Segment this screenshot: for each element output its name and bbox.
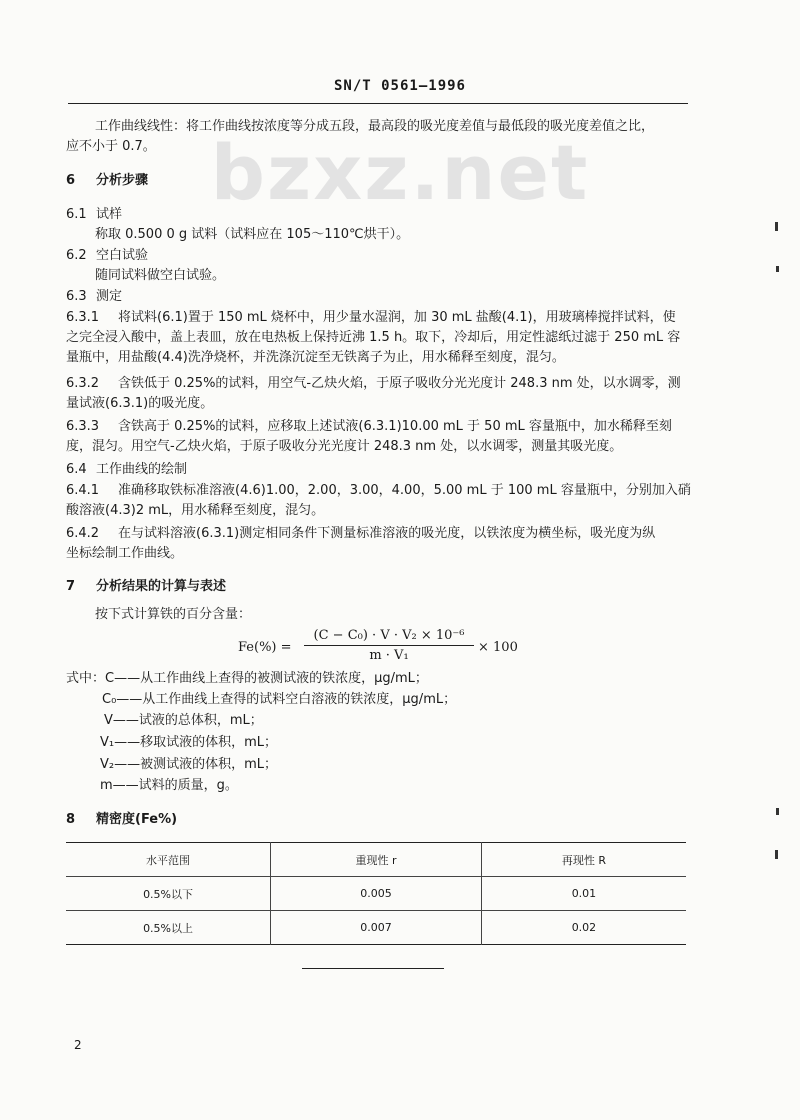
clause-6-3-3-line-2: 度，混匀。用空气-乙炔火焰，于原子吸收分光光度计 248.3 nm 处，以水调零，测量其吸光度。 (66, 439, 623, 454)
section-7-heading (66, 578, 226, 596)
clause-6-3-2-line-2: 量试液(6.3.1)的吸光度。 (66, 396, 214, 411)
clause-6-3-1-line-2: 之完全浸入酸中，盖上表皿，放在电热板上保持近沸 1.5 h。取下，冷却后，用定性滤纸过滤于 250 mL 容 (66, 330, 681, 345)
clause-6-4-2-line-1 (66, 525, 655, 543)
column-header: 重现性 r (271, 843, 482, 877)
clause-number: 6.2 (66, 248, 87, 263)
clause-title: 试样 (96, 207, 123, 222)
clause-text: 含铁高于 0.25%的试料，应移取上述试液(6.3.1)10.00 mL 于 50 mL 容量瓶中，加水稀释至刻 (118, 419, 672, 434)
clause-6-4-1-line-2: 酸溶液(4.3)2 mL，用水稀释至刻度，混匀。 (66, 503, 325, 518)
standard-number-header: SN/T 0561—1996 (333, 78, 466, 94)
clause-number: 6.1 (66, 207, 87, 222)
table-row (66, 911, 686, 945)
clause-6-2-heading (66, 247, 148, 265)
scan-mark (776, 266, 779, 272)
clause-number: 6.4.1 (66, 483, 100, 498)
where-item: C——从工作曲线上查得的被测试液的铁浓度，μg/mL； (105, 671, 428, 686)
where-item: V₂——被测试液的体积，mL； (100, 757, 278, 772)
formula-lhs: Fe(%) = (238, 640, 292, 655)
section-6-heading (66, 172, 148, 190)
column-header: 再现性 R (481, 843, 686, 877)
table-cell: 0.5%以下 (143, 887, 194, 901)
clause-number: 6.3.3 (66, 419, 100, 434)
where-item: V——试液的总体积，mL； (104, 713, 263, 728)
table-cell: 0.02 (481, 911, 686, 945)
clause-6-1-body: 称取 0.500 0 g 试料（试料应在 105～110℃烘干）。 (95, 227, 410, 242)
watermark: bzxz.net (210, 128, 590, 217)
formula-denominator: m · V₁ (369, 648, 409, 663)
section-number: 6 (66, 173, 76, 188)
table-cell: 0.01 (481, 877, 686, 911)
calc-intro: 按下式计算铁的百分含量： (95, 607, 252, 622)
clause-6-3-1-line-3: 量瓶中，用盐酸(4.4)洗净烧杯，并洗涤沉淀至无铁离子为止，用水稀释至刻度，混匀。 (66, 350, 565, 365)
column-header: 水平范围 (146, 853, 191, 867)
where-label: 式中： (66, 671, 106, 686)
clause-6-4-1-line-1 (66, 482, 691, 500)
end-rule (302, 968, 444, 969)
clause-6-4-2-line-2: 坐标绘制工作曲线。 (66, 546, 184, 561)
clause-title: 工作曲线的绘制 (96, 462, 188, 477)
section-8-heading (66, 811, 177, 829)
where-lead (66, 670, 428, 688)
clause-6-2-body: 随同试料做空白试验。 (95, 268, 226, 283)
page-number: 2 (74, 1038, 82, 1052)
table-cell: 0.5%以上 (143, 921, 194, 935)
clause-text: 准确移取铁标准溶液(4.6)1.00，2.00，3.00，4.00，5.00 mL 于 100 mL 容量瓶中，分别加入硝 (118, 483, 691, 498)
intro-line-1: 工作曲线线性：将工作曲线按浓度等分成五段，最高段的吸光度差值与最低段的吸光度差值之比， (95, 119, 655, 134)
formula-numerator: (C − C₀) · V · V₂ × 10⁻⁶ (304, 628, 474, 646)
section-title: 精密度(Fe%) (96, 812, 178, 827)
clause-number: 6.4.2 (66, 526, 100, 541)
section-number: 7 (66, 579, 76, 594)
where-item: m——试料的质量，g。 (100, 778, 238, 793)
section-title: 分析步骤 (96, 173, 149, 188)
clause-number: 6.3.2 (66, 376, 100, 391)
clause-text: 将试料(6.1)置于 150 mL 烧杯中，用少量水湿润，加 30 mL 盐酸(4.1)，用玻璃棒搅拌试料，使 (118, 310, 676, 325)
scan-mark (776, 808, 779, 815)
table-cell: 0.007 (271, 911, 482, 945)
clause-number: 6.4 (66, 462, 87, 477)
clause-6-3-3-line-1 (66, 418, 672, 436)
table-header-row (66, 843, 686, 877)
clause-title: 测定 (96, 289, 123, 304)
clause-title: 空白试验 (96, 248, 149, 263)
formula-tail: × 100 (478, 640, 518, 655)
clause-6-3-1-line-1 (66, 309, 676, 327)
table-cell: 0.005 (271, 877, 482, 911)
intro-line-2: 应不小于 0.7。 (66, 139, 156, 154)
clause-number: 6.3 (66, 289, 87, 304)
scan-mark (775, 850, 778, 859)
clause-6-3-heading (66, 288, 122, 306)
header-rule (68, 103, 688, 104)
where-item: V₁——移取试液的体积，mL； (100, 735, 278, 750)
clause-6-3-2-line-1 (66, 375, 681, 393)
clause-text: 在与试料溶液(6.3.1)测定相同条件下测量标准溶液的吸光度，以铁浓度为横坐标，吸光度为纵 (118, 526, 656, 541)
scan-mark (775, 222, 778, 231)
precision-table (66, 842, 686, 945)
section-title: 分析结果的计算与表述 (96, 579, 227, 594)
clause-6-1-heading (66, 206, 122, 224)
clause-6-4-heading (66, 461, 187, 479)
clause-number: 6.3.1 (66, 310, 100, 325)
where-item: C₀——从工作曲线上查得的试料空白溶液的铁浓度，μg/mL； (102, 692, 457, 707)
clause-text: 含铁低于 0.25%的试料，用空气-乙炔火焰，于原子吸收分光光度计 248.3 nm 处，以水调零，测 (118, 376, 681, 391)
formula-fraction (304, 628, 474, 663)
table-row (66, 877, 686, 911)
section-number: 8 (66, 812, 76, 827)
